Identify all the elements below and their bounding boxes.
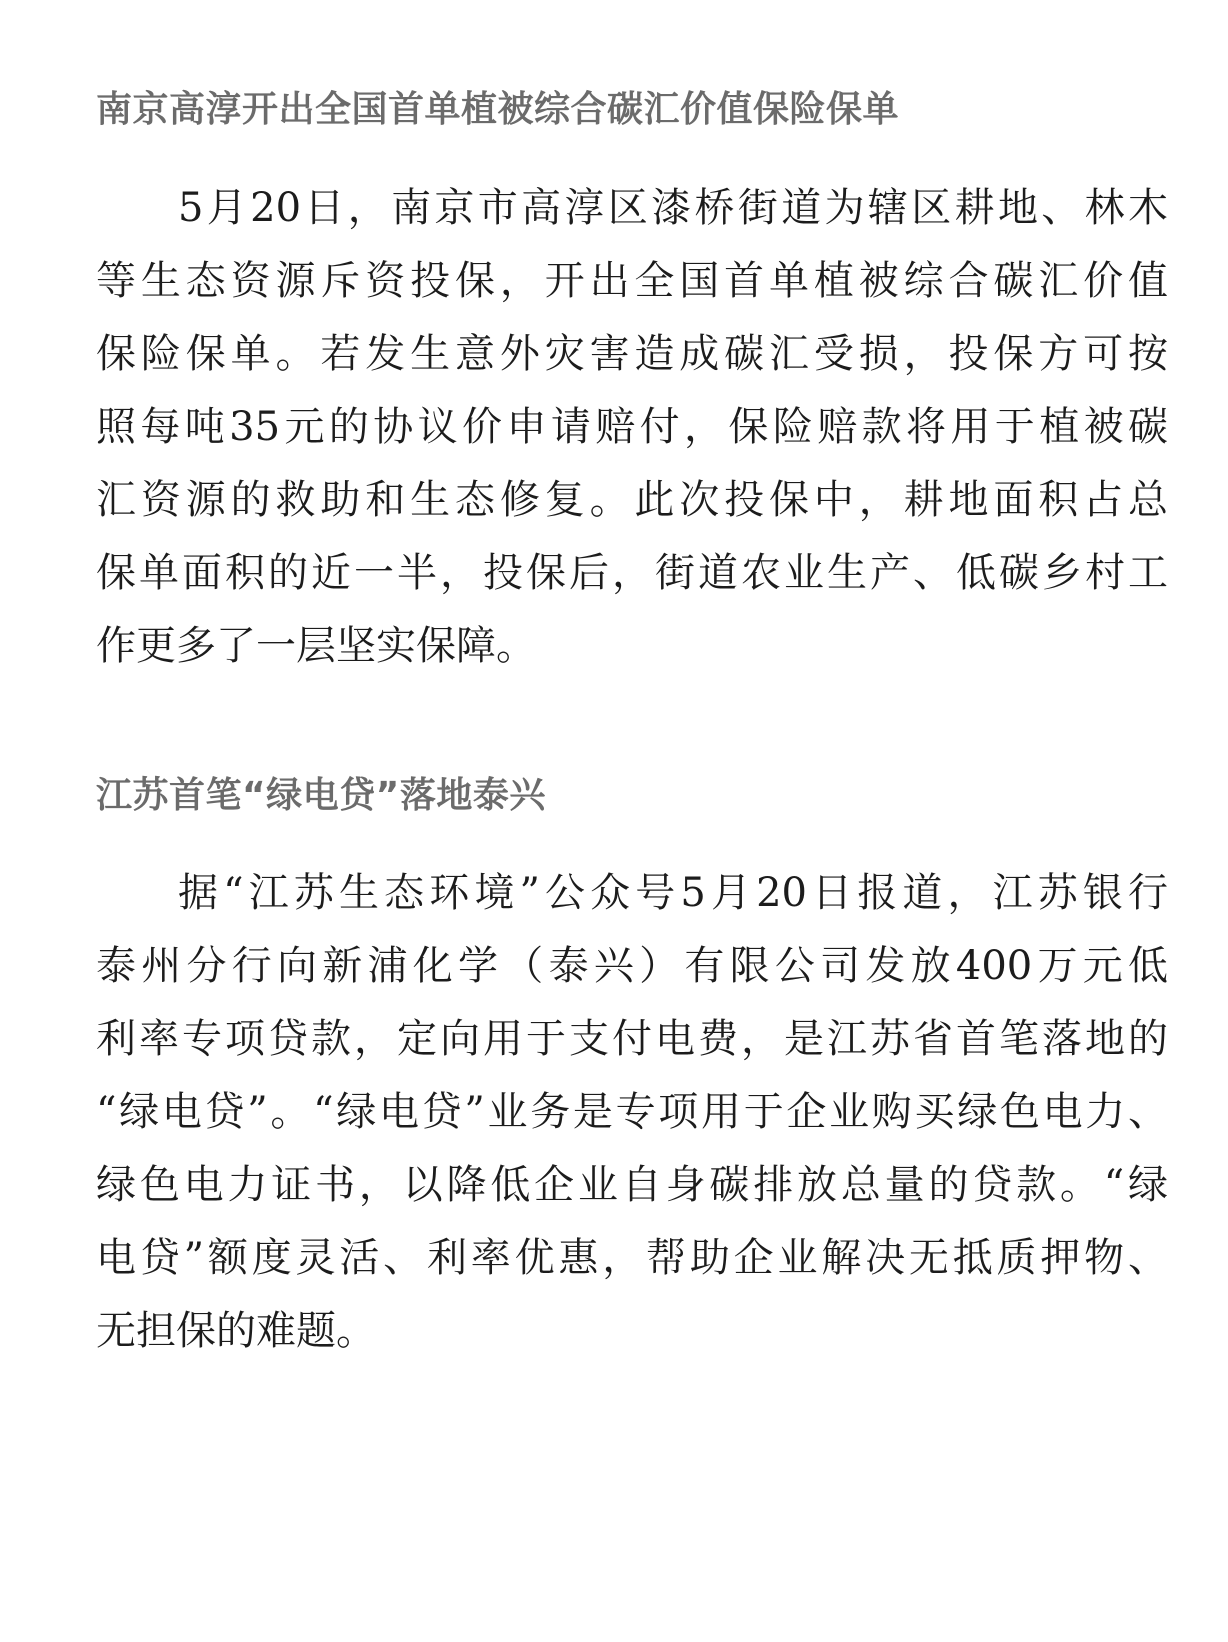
- article-1-line: 照每吨35元的协议价申请赔付，保险赔款将用于植被碳: [96, 404, 1168, 450]
- article-2-line: 无担保的难题。: [96, 1308, 376, 1354]
- article-2-line: 据“江苏生态环境”公众号5月20日报道，江苏银行: [178, 870, 1168, 916]
- article-2-title: 江苏首笔“绿电贷”落地泰兴: [96, 775, 546, 816]
- article-2-line: 利率专项贷款，定向用于支付电费，是江苏省首笔落地的: [96, 1016, 1168, 1062]
- article-2-body: [96, 857, 1168, 1368]
- article-1-body: [96, 172, 1168, 683]
- article-1-line: 汇资源的救助和生态修复。此次投保中，耕地面积占总: [96, 477, 1168, 523]
- article-1-line: 保单面积的近一半，投保后，街道农业生产、低碳乡村工: [96, 550, 1168, 596]
- article-1-line: 5月20日，南京市高淳区漆桥街道为辖区耕地、林木: [178, 185, 1168, 231]
- article-1-line: 作更多了一层坚实保障。: [96, 623, 536, 669]
- article-2-line: “绿电贷”。“绿电贷”业务是专项用于企业购买绿色电力、: [96, 1089, 1168, 1135]
- article-1-line: 等生态资源斥资投保，开出全国首单植被综合碳汇价值: [96, 258, 1168, 304]
- article-2-line: 电贷”额度灵活、利率优惠，帮助企业解决无抵质押物、: [96, 1235, 1168, 1281]
- article-2-line: 绿色电力证书，以降低企业自身碳排放总量的贷款。“绿: [96, 1162, 1168, 1208]
- article-1-line: 保险保单。若发生意外灾害造成碳汇受损，投保方可按: [96, 331, 1168, 377]
- article-1-title: 南京高淳开出全国首单植被综合碳汇价值保险保单: [96, 89, 900, 130]
- article-2-line: 泰州分行向新浦化学（泰兴）有限公司发放400万元低: [96, 943, 1168, 989]
- document-page: [96, 0, 1168, 1642]
